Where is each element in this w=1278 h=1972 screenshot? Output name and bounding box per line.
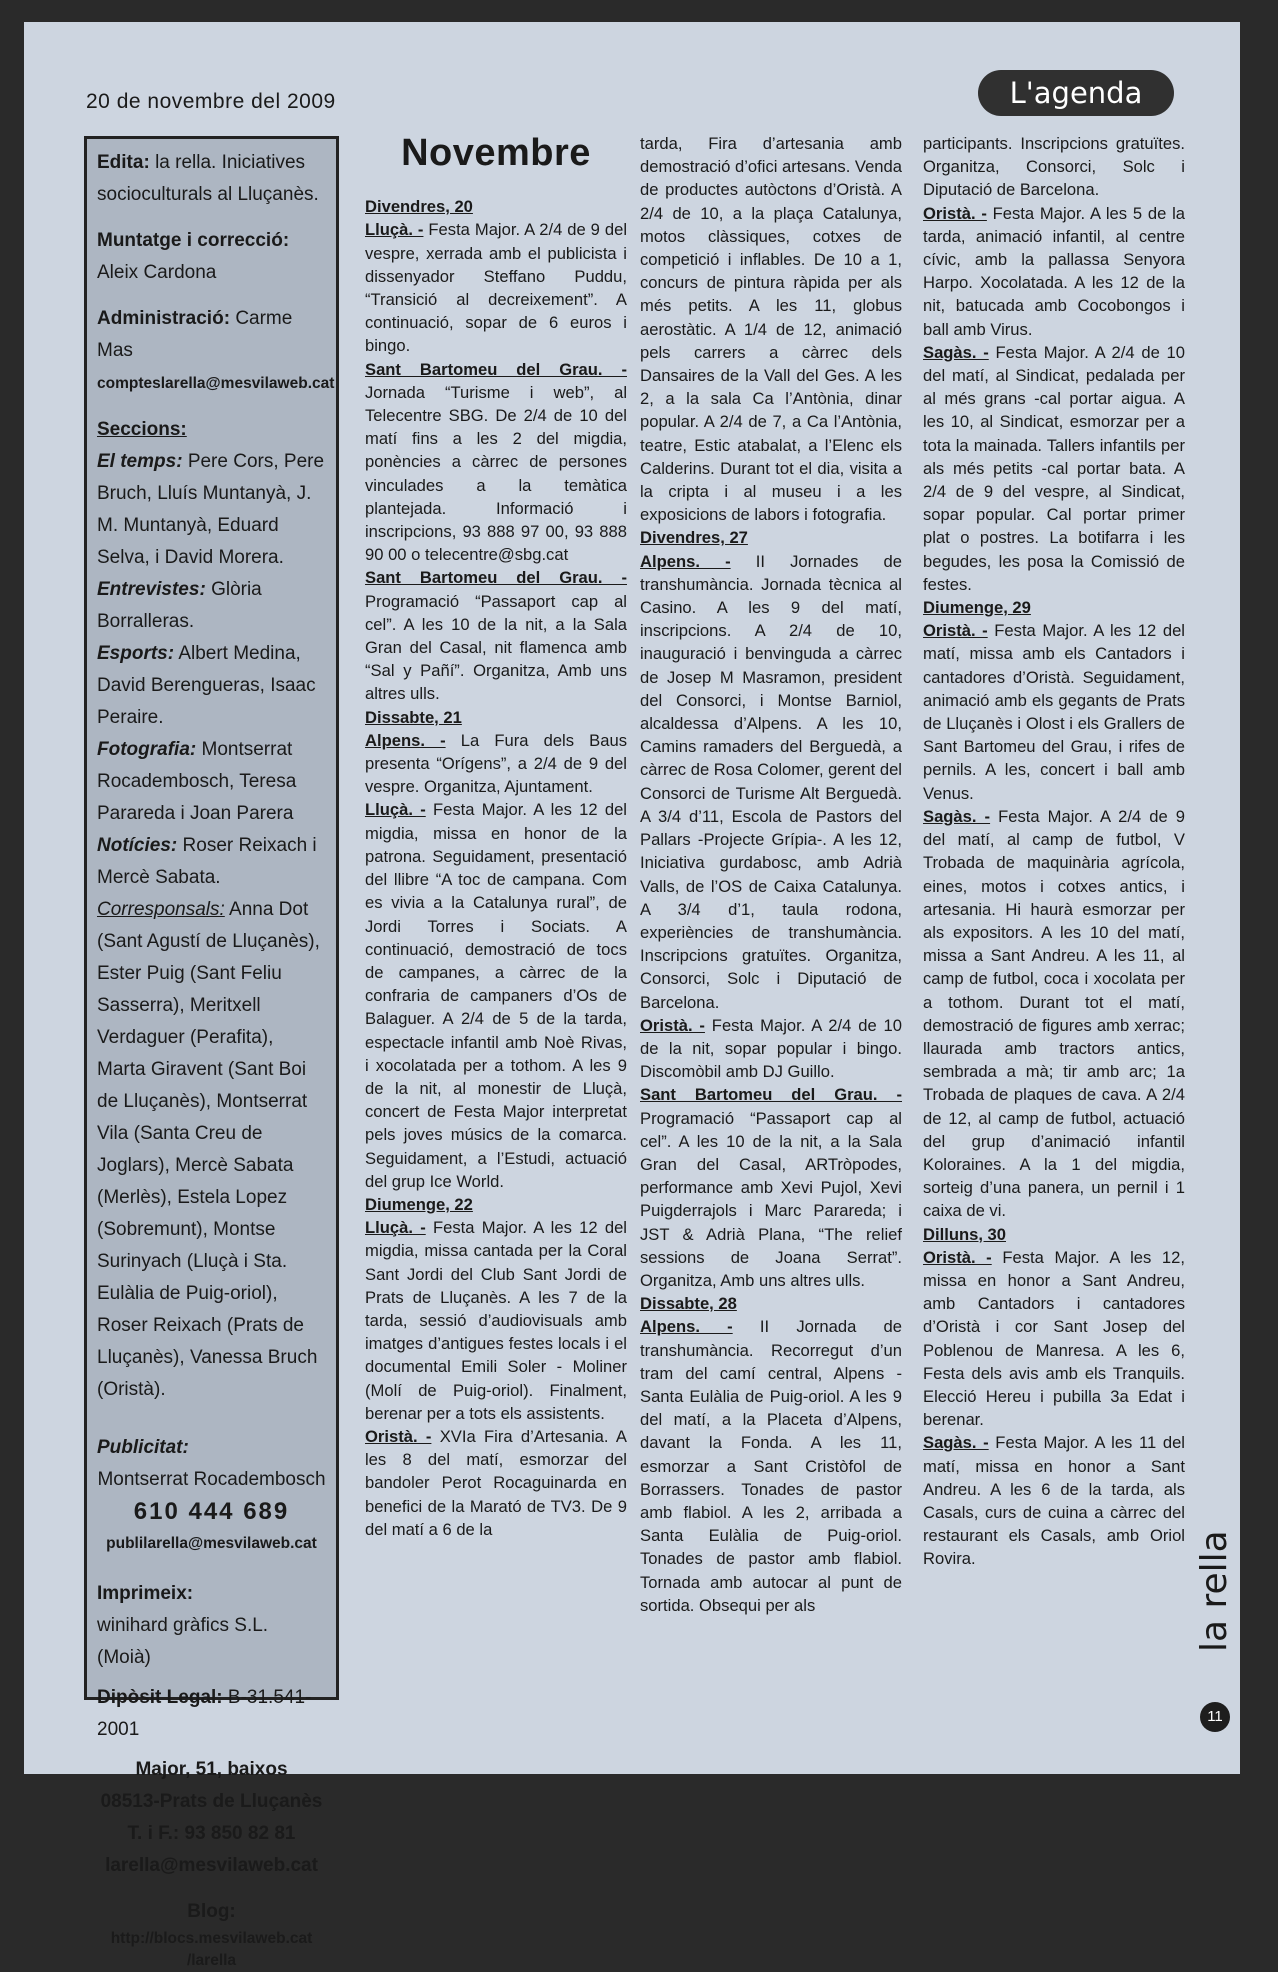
admin-email: compteslarella@mesvilaweb.cat [97,375,335,392]
label: Muntatge i correcció: [97,230,290,251]
value: la rella. Iniciatives socioculturals al Lluçanès. [97,152,319,205]
event: Alpens. - II Jornades de transhumància. Jornada tècnica al Casino. A les 9 del matí, inscripcions. A 2/4 de 10, inauguració i benvinguda a càrrec de Josep M Masramon, president del Consorci, i Montse Barniol, alcaldessa d’Alpens. A les 10, Camins ramaders del Berguedà, a càrrec de Rosa Colomer, gerent del Consorci de Turisme Alt Berguedà. A 3/4 d’11, Escola de Pastors del Pallars -Projecte Grípia-. A les 12, Iniciativa gurdabosc, amb Adrià Valls, de l’OS de Caixa Catalunya. A 3/4 d’1, taula rodona, experiències de transhumància. Inscripcions gratuïtes. Organitza, Consorci, Solc i Diputació de Barcelona. [640,551,902,1012]
event: Oristà. - Festa Major. A 2/4 de 10 de la nit, sopar popular i bingo. Discomòbil amb DJ Guillo. [640,1015,902,1082]
event: Lluçà. - Festa Major. A les 12 del migdia, missa en honor de la patrona. Seguidament, presentació del llibre “A toc de campana. Com es vivia a la Catalunya rural”, de Jordi Torres i Sociats. A continuació, demostració de tocs de campanes, a càrrec de la confraria de campaners d’Os de Balaguer. A 2/4 de 5 de la tarda, espectacle infantil amb Noè Rivas, i xocolatada per a tothom. A les 9 de la nit, al monestir de Lluçà, concert de Festa Major interpretat pels joves músics de la comarca. Seguidament, a l’Estudi, actuació del grup Ice World. [365,800,627,1191]
event: Sagàs. - Festa Major. A 2/4 de 10 del matí, al Sindicat, pedalada per al més grans -cal portar aigua. A les 10, al Sindicat, esmorzar per a tota la mainada. Tallers infantils per als més petits -cal portar bata. A 2/4 de 9 del vespre, al Sindicat, sopar popular. Cal portar primer plat o postres. La botifarra i les begudes, les posa la Comissió de festes. [923,342,1185,594]
event: Oristà. - XVIa Fira d’Artesania. A les 8 del matí, esmorzar del bandoler Perot Rocaguinarda en benefici de la Marató de TV3. De 9 del matí a 6 de la [365,1426,627,1539]
label: Entrevistes: [97,579,206,600]
month-title: Novembre [401,132,591,174]
agenda-column-2 [640,132,902,1688]
event: Lluçà. - Festa Major. A les 12 del migdia, missa cantada per la Coral Sant Jordi del Club Sant Jordi de Prats de Lluçanès. A les 7 de la tarda, sessió d’audiovisuals amb imatges d’antigues festes locals i el documental Emili Soler - Moliner (Molí de Puig-oriol). Finalment, berenar per a tots els assistents. [365,1218,627,1423]
ads-name: Montserrat Rocadembosch [97,1469,326,1490]
event: Sant Bartomeu del Grau. - Programació “Passaport cap al cel”. A les 10 de la nit, a la Sala Gran del Casal, ARTròpodes, performance amb Xevi Pujol, Xevi Puigderrajols i Marc Parareda; i JST & Adrià Plana, “The relief sessions de Joana Serrat”. Organitza, Amb uns altres ulls. [640,1085,902,1290]
label: Administració: [97,308,231,329]
sections-heading: Seccions: [97,419,187,440]
day-heading: Dissabte, 21 [365,707,462,727]
value: Glòria Borralleras. [97,579,262,632]
value: Albert Medina, David Berengueras, Isaac Peraire. [97,643,316,728]
day-heading: Dissabte, 28 [640,1294,737,1314]
value: Aleix Cardona [97,262,217,283]
day-heading: Diumenge, 29 [923,598,1031,618]
value: Anna Dot (Sant Agustí de Lluçanès), Ester Puig (Sant Feliu Sasserra), Meritxell Verdaguer (Perafita), Marta Giravent (Sant Boi de Lluçanès), Montserrat Vila (Santa Creu de Joglars), Mercè Sabata (Merlès), Estela Lopez (Sobremunt), Montse Surinyach (Lluçà i Sta. Eulàlia de Puig-oriol), Roser Reixach (Prats de Lluçanès), Vanessa Bruch (Oristà). [97,899,320,1400]
contact-email: larella@mesvilaweb.cat [105,1855,318,1876]
event: Sagàs. - Festa Major. A 2/4 de 9 del matí, al camp de futbol, V Trobada de maquinària agrícola, eines, motos i cotxes antics, i artesania. Hi haurà esmorzar per als expositors. A les 10 del matí, missa a Sant Andreu. A les 11, al camp de futbol, coca i xocolata per a tothom. Durant tot el matí, demostració de figures amb xerrac; llaurada amb tractors antics, sembrada a mà; tir amb arc; 1a Trobada de plaques de cava. A 2/4 de 12, al camp de futbol, actuació del grup d’animació infantil Koloraines. A la 1 del migdia, sorteig d’una panera, un pernil i 1 caixa de vi. [923,806,1186,1221]
address-line-2: 08513-Prats de Lluçanès [100,1791,323,1812]
event: Sant Bartomeu del Grau. - Jornada “Turisme i web”, al Telecentre SBG. De 2/4 de 10 del matí fins a les 2 del migdia, ponències a càrrec de persones vinculades a la temàtica plantejada. Informació i inscripcions, 93 888 97 00, 93 888 90 00 o telecentre@sbg.cat [365,359,627,565]
label: El temps: [97,451,183,472]
printer-value: winihard gràfics S.L. (Moià) [97,1615,269,1668]
blog-url-1: http://blocs.mesvilaweb.cat [110,1930,313,1947]
event: Alpens. - La Fura dels Baus presenta “Orígens”, a 2/4 de 9 del vespre. Organitza, Ajuntament. [365,730,628,797]
event: Oristà. - Festa Major. A les 5 de la tarda, animació infantil, al centre cívic, amb la pallassa Senyora Harpo. Xocolatada. A les 12 de la nit, batucada amb Cocobongos i ball amb Virus. [923,203,1185,339]
printer-heading: Imprimeix: [97,1583,194,1604]
value: Roser Reixach i Mercè Sabata. [97,835,317,888]
event-continued: participants. Inscripcions gratuïtes. Organitza, Consorci, Solc i Diputació de Barcelona. [923,134,1185,200]
value: Montserrat Rocadembosch, Teresa Parareda i Joan Parera [97,739,297,824]
event: Sagàs. - Festa Major. A les 11 del matí, missa en honor a Sant Andreu. A les 6 de la tarda, als Casals, curs de cuina a càrrec del restaurant els Casals, amb Oriol Rovira. [923,1433,1185,1569]
label: Dipòsit Legal: [97,1687,223,1708]
event: Oristà. - Festa Major. A les 12, missa en honor a Sant Andreu, amb Cantadors i cantadores d’Oristà i cor Sant Josep del Poblenou de Manresa. A les 6, Festa dels avis amb els Tranquils. Elecció Hereu i pubilla 3a Edat i berenar. [923,1247,1185,1430]
page [24,22,1240,1969]
label: Notícies: [97,835,178,856]
value: B-31.541-2001 [97,1687,312,1740]
value: Pere Cors, Pere Bruch, Lluís Muntanyà, J. M. Muntanyà, Eduard Selva, i David Morera. [97,451,325,568]
ads-heading: Publicitat: [97,1437,189,1458]
event-continued: tarda, Fira d’artesania amb demostració d’ofici artesans. Venda de productes autòctons d’Oristà. A 2/4 de 10, a la plaça Catalunya, motos clàssiques, cotxes de competició i inflables. De 10 a 1, concurs de pintura ràpida per als més petits. A les 11, globus aerostàtic. A 1/4 de 12, animació pels carrers a càrrec dels Dansaires de la Vall del Ges. A les 2, a la sala Ca l’Antònia, dinar popular. A 2/4 de 7, a Ca l’Antònia, teatre, Estic atabalat, a l’Elenc els Calderins. Durant tot el dia, visita a la cripta i al museu i a les exposicions de labors i fotografia. [640,134,902,525]
agenda-column-1 [365,132,628,1692]
issue-date: 20 de novembre del 2009 [86,90,336,113]
day-heading: Divendres, 27 [640,528,748,548]
label: Esports: [97,643,175,664]
section-label: L'agenda [978,70,1174,116]
brand-logo: la rella [1194,1530,1235,1652]
value: Carme Mas [97,308,293,361]
phone-fax: T. i F.: 93 850 82 81 [127,1823,296,1844]
ads-phone: 610 444 689 [133,1498,290,1525]
event: Alpens. - II Jornada de transhumància. Recorregut d’un tram del camí central, Alpens - Santa Eulàlia de Puig-oriol. A les 9 del matí, a la Placeta d’Alpens, davant la Fonda. A les 11, esmorzar a Sant Cristòfol de Borrassers. Tonades de pastor amb flabiol. A les 2, arribada a Santa Eulàlia de Puig-oriol. Tonades de pastor amb flabiol. Tornada amb autocar al punt de sortida. Obsequi per als [640,1317,902,1615]
agenda-column-3 [923,132,1185,1688]
page-number: 11 [1200,1702,1230,1732]
day-heading: Divendres, 20 [365,197,473,217]
day-heading: Dilluns, 30 [923,1224,1006,1244]
day-heading: Diumenge, 22 [365,1194,473,1214]
label: Edita: [97,152,150,173]
event: Sant Bartomeu del Grau. - Programació “Passaport cap al cel”. A les 10 de la nit, a la Sala Gran del Casal, nit flamenca amb “Sal y Pañí”. Organitza, Amb uns altres ulls. [365,568,627,704]
masthead-box [84,136,339,1969]
address-line-1: Major, 51, baixos [135,1759,288,1780]
blog-url-2: /larella [186,1952,237,1969]
event: Lluçà. - Festa Major. A 2/4 de 9 del vespre, xerrada amb el publicista i dissenyador Steffano Puddu, “Transició al decreixement”. A continuació, sopar de 6 euros i bingo. [365,220,628,356]
label: Corresponsals: [97,899,225,920]
ads-email: publilarella@mesvilaweb.cat [106,1535,317,1552]
blog-heading: Blog: [187,1901,236,1922]
event: Oristà. - Festa Major. A les 12 del matí, missa amb els Cantadors i cantadores d’Oristà. Seguidament, animació amb els gegants de Prats de Lluçanès i Olost i els Grallers de Sant Bartomeu del Grau, i rifes de pernils. A les, concert i ball amb Venus. [923,621,1185,803]
label: Fotografia: [97,739,197,760]
